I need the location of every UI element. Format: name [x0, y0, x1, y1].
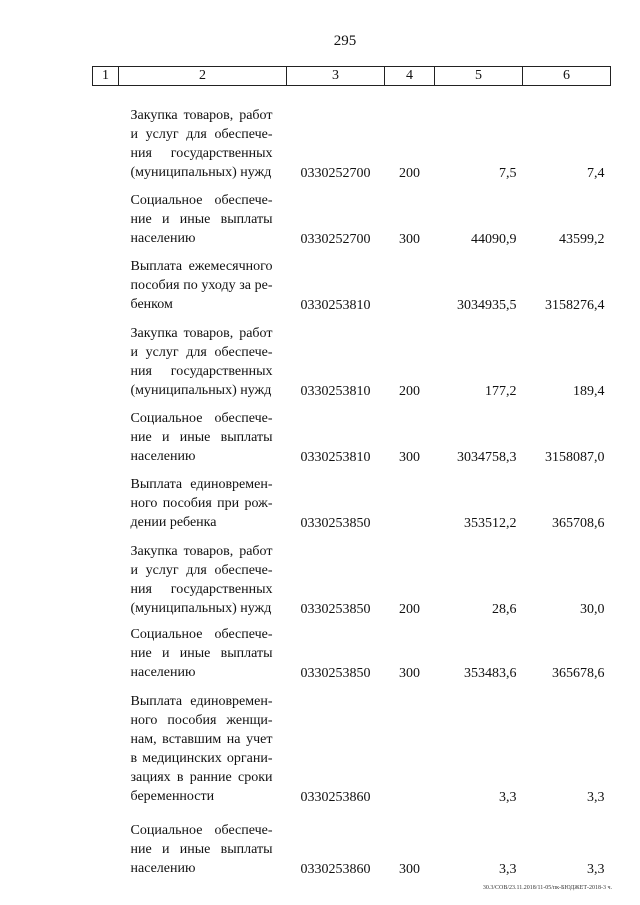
row-vr: 300: [399, 231, 420, 247]
budget-table: [92, 66, 611, 878]
row-col-1: [93, 86, 119, 182]
row-value-5: 28,6: [492, 601, 517, 617]
row-value-5: 3,3: [499, 789, 517, 805]
row-value-5: 3034758,3: [457, 449, 517, 465]
row-code: 0330252700: [300, 165, 371, 181]
row-code: 0330253810: [300, 297, 371, 313]
row-value-6: 189,4: [573, 383, 605, 399]
row-col-1: [93, 466, 119, 532]
table-row: [93, 314, 611, 400]
row-vr: 200: [399, 383, 420, 399]
row-value-6: 3158087,0: [545, 449, 605, 465]
row-name: Социальное обеспече- ние и иные выплаты населению: [130, 192, 273, 246]
row-col-1: [93, 314, 119, 400]
table-row: [93, 618, 611, 682]
header-col-2: 2: [119, 67, 287, 86]
row-name: Закупка товаров, работ и услуг для обеспече- ния государственных (муниципальных) нужд: [130, 107, 273, 180]
header-col-6: 6: [523, 67, 611, 86]
row-value-6: 365708,6: [552, 515, 605, 531]
table-row: [93, 532, 611, 618]
row-vr: [385, 682, 435, 806]
row-value-6: 3,3: [587, 789, 605, 805]
header-col-3: 3: [287, 67, 385, 86]
table-row: [93, 682, 611, 806]
row-value-6: 7,4: [587, 165, 605, 181]
row-value-6: 365678,6: [552, 665, 605, 681]
header-col-4: 4: [385, 67, 435, 86]
page-number: 295: [333, 33, 357, 49]
row-value-6: 3158276,4: [545, 297, 605, 313]
row-value-5: 44090,9: [471, 231, 517, 247]
table-row: [93, 400, 611, 466]
row-col-1: [93, 682, 119, 806]
row-name: Закупка товаров, работ и услуг для обеспече- ния государственных (муниципальных) нужд: [130, 543, 273, 616]
row-value-5: 353483,6: [464, 665, 517, 681]
row-name: Выплата единовремен- ного пособия женщи- нам, вставшим на учет в медицинских органи- зациях в ранние сроки беременности: [130, 693, 273, 804]
row-name: Выплата единовремен- ного пособия при рож- дении ребенка: [130, 476, 273, 530]
row-col-1: [93, 806, 119, 878]
row-col-1: [93, 248, 119, 314]
row-code: 0330252700: [300, 231, 371, 247]
row-vr: [385, 466, 435, 532]
row-vr: 300: [399, 449, 420, 465]
row-col-1: [93, 532, 119, 618]
row-value-5: 3034935,5: [457, 297, 517, 313]
table-row: [93, 182, 611, 248]
row-vr: 200: [399, 165, 420, 181]
row-value-5: 177,2: [485, 383, 517, 399]
row-value-6: 43599,2: [559, 231, 605, 247]
row-code: 0330253810: [300, 449, 371, 465]
row-code: 0330253850: [300, 601, 371, 617]
row-name: Закупка товаров, работ и услуг для обеспече- ния государственных (муниципальных) нужд: [130, 325, 273, 398]
header-col-1: 1: [93, 67, 119, 86]
row-col-1: [93, 182, 119, 248]
row-value-6: 3,3: [587, 861, 605, 877]
row-name: Социальное обеспече- ние и иные выплаты населению: [130, 626, 273, 680]
row-name: Социальное обеспече- ние и иные выплаты населению: [130, 410, 273, 464]
row-value-5: 353512,2: [464, 515, 517, 531]
row-value-5: 7,5: [499, 165, 517, 181]
table-row: [93, 248, 611, 314]
row-code: 0330253810: [300, 383, 371, 399]
row-value-5: 3,3: [499, 861, 517, 877]
header-col-5: 5: [435, 67, 523, 86]
header-row: [93, 67, 611, 86]
document-footer: 30.3/СОВ/23.11.2018/11-05/пк-БЮДЖЕТ-2018-3 ч.: [482, 885, 612, 891]
row-code: 0330253860: [300, 789, 371, 805]
row-vr: 200: [399, 601, 420, 617]
row-vr: [385, 248, 435, 314]
row-value-6: 30,0: [580, 601, 605, 617]
row-name: Выплата ежемесячного пособия по уходу за ре- бенком: [130, 258, 273, 312]
row-code: 0330253850: [300, 515, 371, 531]
row-code: 0330253850: [300, 665, 371, 681]
row-col-1: [93, 618, 119, 682]
row-name: Социальное обеспече- ние и иные выплаты населению: [130, 822, 273, 876]
row-col-1: [93, 400, 119, 466]
row-vr: 300: [399, 665, 420, 681]
table-row: [93, 806, 611, 878]
table-row: [93, 466, 611, 532]
table-row: [93, 86, 611, 182]
row-vr: 300: [399, 861, 420, 877]
row-code: 0330253860: [300, 861, 371, 877]
